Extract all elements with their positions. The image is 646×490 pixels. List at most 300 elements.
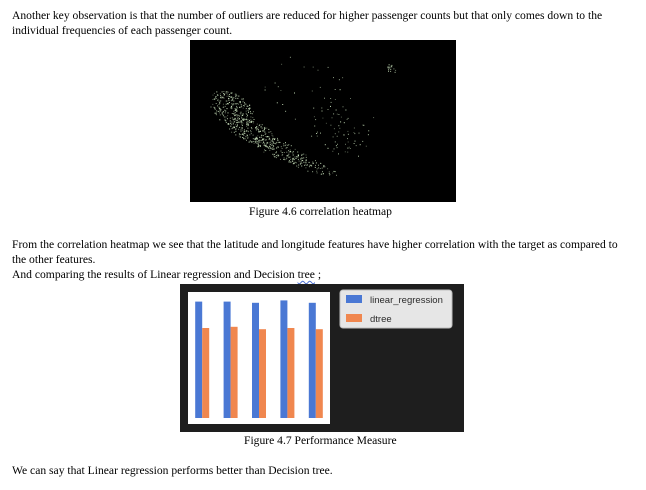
heatmap-point (373, 117, 374, 118)
heatmap-point (240, 113, 241, 114)
heatmap-point (283, 143, 284, 144)
heatmap-point (288, 144, 289, 145)
heatmap-point (228, 98, 229, 99)
heatmap-point (263, 142, 264, 143)
heatmap-point (228, 96, 229, 97)
heatmap-point (273, 155, 274, 156)
heatmap-point (304, 67, 305, 68)
heatmap-point (232, 92, 233, 93)
heatmap-point (241, 104, 242, 105)
heatmap-point (233, 123, 234, 124)
heatmap-point (250, 130, 251, 131)
heatmap-point (239, 107, 240, 108)
heatmap-point (215, 109, 216, 110)
heatmap-point (257, 135, 258, 136)
heatmap-point (230, 123, 231, 124)
heatmap-point (224, 117, 225, 118)
heatmap-point (241, 117, 242, 118)
heatmap-point (264, 130, 265, 131)
heatmap-point (276, 148, 277, 149)
heatmap-point (236, 106, 237, 107)
heatmap-point (316, 162, 317, 163)
heatmap-point (302, 158, 303, 159)
heatmap-point (337, 136, 338, 137)
heatmap-point (269, 150, 270, 151)
bar-linear-regression-1 (195, 302, 202, 418)
heatmap-point (223, 114, 224, 115)
heatmap-point (257, 139, 258, 140)
heatmap-point (261, 135, 262, 136)
legend (340, 290, 452, 328)
heatmap-point (287, 145, 288, 146)
heatmap-point (293, 151, 294, 152)
heatmap-point (266, 136, 267, 137)
heatmap-point (211, 107, 212, 108)
heatmap-point (258, 140, 259, 141)
paragraph-comparing-prefix: And comparing the results of Linear regression and Decision (12, 268, 298, 281)
heatmap-point (322, 174, 323, 175)
heatmap-point (214, 108, 215, 109)
heatmap-point (220, 110, 221, 111)
paragraph-conclusion: We can say that Linear regression performs better than Decision tree. (12, 464, 333, 477)
heatmap-point (225, 111, 226, 112)
heatmap-point (239, 136, 240, 137)
heatmap-point (217, 105, 218, 106)
heatmap-point (265, 150, 266, 151)
heatmap-point (258, 144, 259, 145)
heatmap-point (354, 128, 355, 129)
heatmap-point (343, 106, 344, 107)
bar-dtree-2 (231, 327, 238, 418)
heatmap-point (237, 120, 238, 121)
heatmap-point (289, 160, 290, 161)
heatmap-point (320, 163, 321, 164)
heatmap-point (236, 114, 237, 115)
legend-label-linear-regression: linear_regression (370, 295, 443, 306)
heatmap-point (219, 101, 220, 102)
heatmap-point (294, 159, 295, 160)
heatmap-point (388, 67, 389, 68)
heatmap-point (281, 146, 282, 147)
heatmap-point (270, 139, 271, 140)
heatmap-point (216, 112, 217, 113)
heatmap-point (234, 114, 235, 115)
heatmap-point (253, 135, 254, 136)
heatmap-point (246, 108, 247, 109)
heatmap-point (264, 145, 265, 146)
heatmap-point (327, 168, 328, 169)
heatmap-point (251, 127, 252, 128)
heatmap-point (287, 147, 288, 148)
heatmap-point (354, 143, 355, 144)
heatmap-point (300, 159, 301, 160)
heatmap-point (265, 87, 266, 88)
heatmap-point (235, 115, 236, 116)
heatmap-point (292, 159, 293, 160)
heatmap-point (219, 119, 220, 120)
heatmap-point (245, 136, 246, 137)
heatmap-point (340, 121, 341, 122)
heatmap-point (338, 131, 339, 132)
heatmap-point (263, 141, 264, 142)
heatmap-point (214, 99, 215, 100)
heatmap-point (265, 90, 266, 91)
heatmap-point (243, 134, 244, 135)
heatmap-point (225, 106, 226, 107)
heatmap-point (231, 106, 232, 107)
heatmap-point (233, 127, 234, 128)
heatmap-point (257, 128, 258, 129)
heatmap-point (218, 111, 219, 112)
heatmap-point (331, 102, 332, 103)
heatmap-point (336, 145, 337, 146)
heatmap-point (249, 120, 250, 121)
heatmap-point (269, 142, 270, 143)
heatmap-point (328, 148, 329, 149)
heatmap-point (244, 133, 245, 134)
heatmap-point (323, 166, 324, 167)
heatmap-point (238, 117, 239, 118)
heatmap-point (255, 139, 256, 140)
heatmap-point (314, 126, 315, 127)
heatmap-point (247, 119, 248, 120)
heatmap-point (347, 131, 348, 132)
heatmap-point (265, 134, 266, 135)
heatmap-point (256, 129, 257, 130)
heatmap-point (230, 120, 231, 121)
heatmap-point (256, 137, 257, 138)
heatmap-point (272, 135, 273, 136)
heatmap-point (247, 138, 248, 139)
heatmap-point (261, 126, 262, 127)
performance-caption: Figure 4.7 Performance Measure (244, 434, 397, 447)
heatmap-point (271, 133, 272, 134)
heatmap-point (230, 93, 231, 94)
heatmap-point (251, 131, 252, 132)
heatmap-point (239, 119, 240, 120)
heatmap-point (312, 91, 313, 92)
heatmap-point (232, 104, 233, 105)
heatmap-point (266, 145, 267, 146)
heatmap-point (225, 117, 226, 118)
heatmap-point (265, 140, 266, 141)
heatmap-point (250, 121, 251, 122)
heatmap-point (246, 119, 247, 120)
heatmap-point (335, 141, 336, 142)
heatmap-point (348, 134, 349, 135)
heatmap-point (215, 113, 216, 114)
heatmap-point (264, 149, 265, 150)
heatmap-point (246, 122, 247, 123)
heatmap-point (311, 165, 312, 166)
heatmap-point (247, 106, 248, 107)
paragraph-comparing-suffix: ; (314, 268, 322, 281)
heatmap-point (239, 116, 240, 117)
heatmap-point (265, 146, 266, 147)
correlation-heatmap-figure (190, 40, 456, 202)
heatmap-point (325, 144, 326, 145)
heatmap-point (284, 159, 285, 160)
heatmap-point (324, 166, 325, 167)
heatmap-point (300, 163, 301, 164)
heatmap-point (247, 115, 248, 116)
heatmap-scatter (190, 40, 456, 202)
heatmap-point (266, 139, 267, 140)
heatmap-point (275, 152, 276, 153)
heatmap-point (257, 124, 258, 125)
heatmap-point (277, 138, 278, 139)
heatmap-point (238, 104, 239, 105)
heatmap-point (249, 141, 250, 142)
heatmap-point (218, 99, 219, 100)
heatmap-point (220, 100, 221, 101)
heatmap-point (293, 163, 294, 164)
heatmap-point (290, 159, 291, 160)
heatmap-point (288, 150, 289, 151)
heatmap-point (243, 113, 244, 114)
heatmap-point (271, 148, 272, 149)
heatmap-point (320, 168, 321, 169)
heatmap-point (395, 72, 396, 73)
heatmap-point (249, 107, 250, 108)
heatmap-point (301, 166, 302, 167)
heatmap-point (312, 162, 313, 163)
heatmap-point (272, 149, 273, 150)
heatmap-point (251, 133, 252, 134)
heatmap-point (276, 155, 277, 156)
heatmap-point (223, 91, 224, 92)
heatmap-point (237, 125, 238, 126)
heatmap-point (258, 145, 259, 146)
heatmap-point (258, 129, 259, 130)
heatmap-point (235, 112, 236, 113)
heatmap-point (235, 131, 236, 132)
heatmap-point (275, 143, 276, 144)
heatmap-point (312, 171, 313, 172)
heatmap-point (341, 117, 342, 118)
heatmap-point (241, 112, 242, 113)
heatmap-point (355, 141, 356, 142)
heatmap-point (305, 162, 306, 163)
heatmap-point (255, 138, 256, 139)
heatmap-point (262, 139, 263, 140)
heatmap-point (230, 97, 231, 98)
heatmap-point (317, 172, 318, 173)
performance-chart (180, 284, 464, 432)
heatmap-point (241, 121, 242, 122)
heatmap-point (323, 165, 324, 166)
heatmap-point (227, 108, 228, 109)
heatmap-point (237, 107, 238, 108)
heatmap-point (368, 134, 369, 135)
heatmap-point (324, 98, 325, 99)
heatmap-point (339, 79, 340, 80)
heatmap-point (278, 142, 279, 143)
heatmap-point (230, 118, 231, 119)
heatmap-point (268, 148, 269, 149)
heatmap-point (322, 171, 323, 172)
heatmap-point (238, 115, 239, 116)
heatmap-point (254, 119, 255, 120)
heatmap-point (272, 136, 273, 137)
heatmap-point (269, 139, 270, 140)
heatmap-point (242, 137, 243, 138)
heatmap-point (216, 91, 217, 92)
heatmap-point (233, 122, 234, 123)
heatmap-point (296, 166, 297, 167)
heatmap-point (285, 111, 286, 112)
heatmap-point (256, 141, 257, 142)
heatmap-point (302, 154, 303, 155)
heatmap-point (252, 113, 253, 114)
heatmap-point (228, 112, 229, 113)
heatmap-point (317, 136, 318, 137)
heatmap-point (326, 123, 327, 124)
heatmap-point (243, 120, 244, 121)
heatmap-point (298, 156, 299, 157)
heatmap-point (278, 155, 279, 156)
heatmap-point (243, 118, 244, 119)
heatmap-point (244, 131, 245, 132)
heatmap-point (336, 175, 337, 176)
heatmap-point (284, 152, 285, 153)
heatmap-point (303, 154, 304, 155)
heatmap-point (295, 162, 296, 163)
heatmap-point (230, 126, 231, 127)
heatmap-point (259, 131, 260, 132)
heatmap-point (388, 71, 389, 72)
heatmap-point (270, 148, 271, 149)
heatmap-point (307, 171, 308, 172)
heatmap-point (242, 119, 243, 120)
heatmap-point (309, 166, 310, 167)
heatmap-point (242, 125, 243, 126)
heatmap-point (270, 142, 271, 143)
heatmap-point (232, 128, 233, 129)
heatmap-point (270, 144, 271, 145)
heatmap-point (305, 164, 306, 165)
heatmap-point (362, 125, 363, 126)
heatmap-point (246, 104, 247, 105)
heatmap-point (358, 156, 359, 157)
heatmap-point (284, 158, 285, 159)
heatmap-point (260, 140, 261, 141)
heatmap-point (313, 163, 314, 164)
heatmap-point (242, 115, 243, 116)
heatmap-point (260, 142, 261, 143)
heatmap-point (273, 146, 274, 147)
heatmap-point (282, 148, 283, 149)
heatmap-point (239, 122, 240, 123)
heatmap-point (274, 143, 275, 144)
heatmap-point (302, 160, 303, 161)
heatmap-point (286, 159, 287, 160)
bar-dtree-5 (316, 329, 323, 418)
heatmap-point (227, 94, 228, 95)
heatmap-point (232, 100, 233, 101)
heatmap-point (347, 138, 348, 139)
heatmap-point (247, 135, 248, 136)
heatmap-point (246, 113, 247, 114)
heatmap-point (276, 151, 277, 152)
heatmap-point (303, 162, 304, 163)
heatmap-point (242, 128, 243, 129)
heatmap-point (220, 114, 221, 115)
heatmap-point (318, 70, 319, 71)
heatmap-point (235, 96, 236, 97)
heatmap-point (275, 156, 276, 157)
heatmap-point (221, 91, 222, 92)
heatmap-point (301, 162, 302, 163)
heatmap-point (242, 130, 243, 131)
heatmap-point (334, 148, 335, 149)
heatmap-point (280, 142, 281, 143)
heatmap-point (239, 127, 240, 128)
heatmap-point (228, 100, 229, 101)
heatmap-point (316, 133, 317, 134)
heatmap-point (329, 171, 330, 172)
heatmap-point (244, 102, 245, 103)
heatmap-point (332, 151, 333, 152)
heatmap-point (262, 124, 263, 125)
heatmap-point (252, 117, 253, 118)
heatmap-point (258, 143, 259, 144)
heatmap-point (229, 102, 230, 103)
heatmap-point (243, 108, 244, 109)
heatmap-point (263, 131, 264, 132)
heatmap-point (233, 97, 234, 98)
heatmap-point (241, 122, 242, 123)
heatmap-point (343, 134, 344, 135)
bar-linear-regression-2 (224, 302, 231, 418)
heatmap-point (315, 160, 316, 161)
heatmap-point (276, 157, 277, 158)
paragraph-heatmap-line2: the other features. (12, 253, 96, 266)
heatmap-point (243, 105, 244, 106)
heatmap-point (253, 111, 254, 112)
heatmap-point (295, 149, 296, 150)
heatmap-point (298, 159, 299, 160)
heatmap-point (235, 124, 236, 125)
heatmap-point (226, 101, 227, 102)
heatmap-point (262, 128, 263, 129)
heatmap-point (333, 113, 334, 114)
heatmap-point (289, 151, 290, 152)
heatmap-point (281, 64, 282, 65)
heatmap-point (240, 102, 241, 103)
heatmap-point (306, 155, 307, 156)
heatmap-point (330, 98, 331, 99)
heatmap-point (298, 155, 299, 156)
heatmap-point (248, 112, 249, 113)
heatmap-point (283, 145, 284, 146)
heatmap-point (219, 112, 220, 113)
heatmap-point (389, 64, 390, 65)
heatmap-point (233, 111, 234, 112)
heatmap-point (330, 106, 331, 107)
heatmap-point (242, 99, 243, 100)
heatmap-point (278, 147, 279, 148)
heatmap-point (285, 142, 286, 143)
heatmap-point (213, 99, 214, 100)
bar-dtree-4 (287, 328, 294, 418)
heatmap-point (304, 165, 305, 166)
heatmap-point (228, 124, 229, 125)
heatmap-point (260, 146, 261, 147)
heatmap-point (338, 114, 339, 115)
heatmap-point (321, 174, 322, 175)
heatmap-point (350, 148, 351, 149)
